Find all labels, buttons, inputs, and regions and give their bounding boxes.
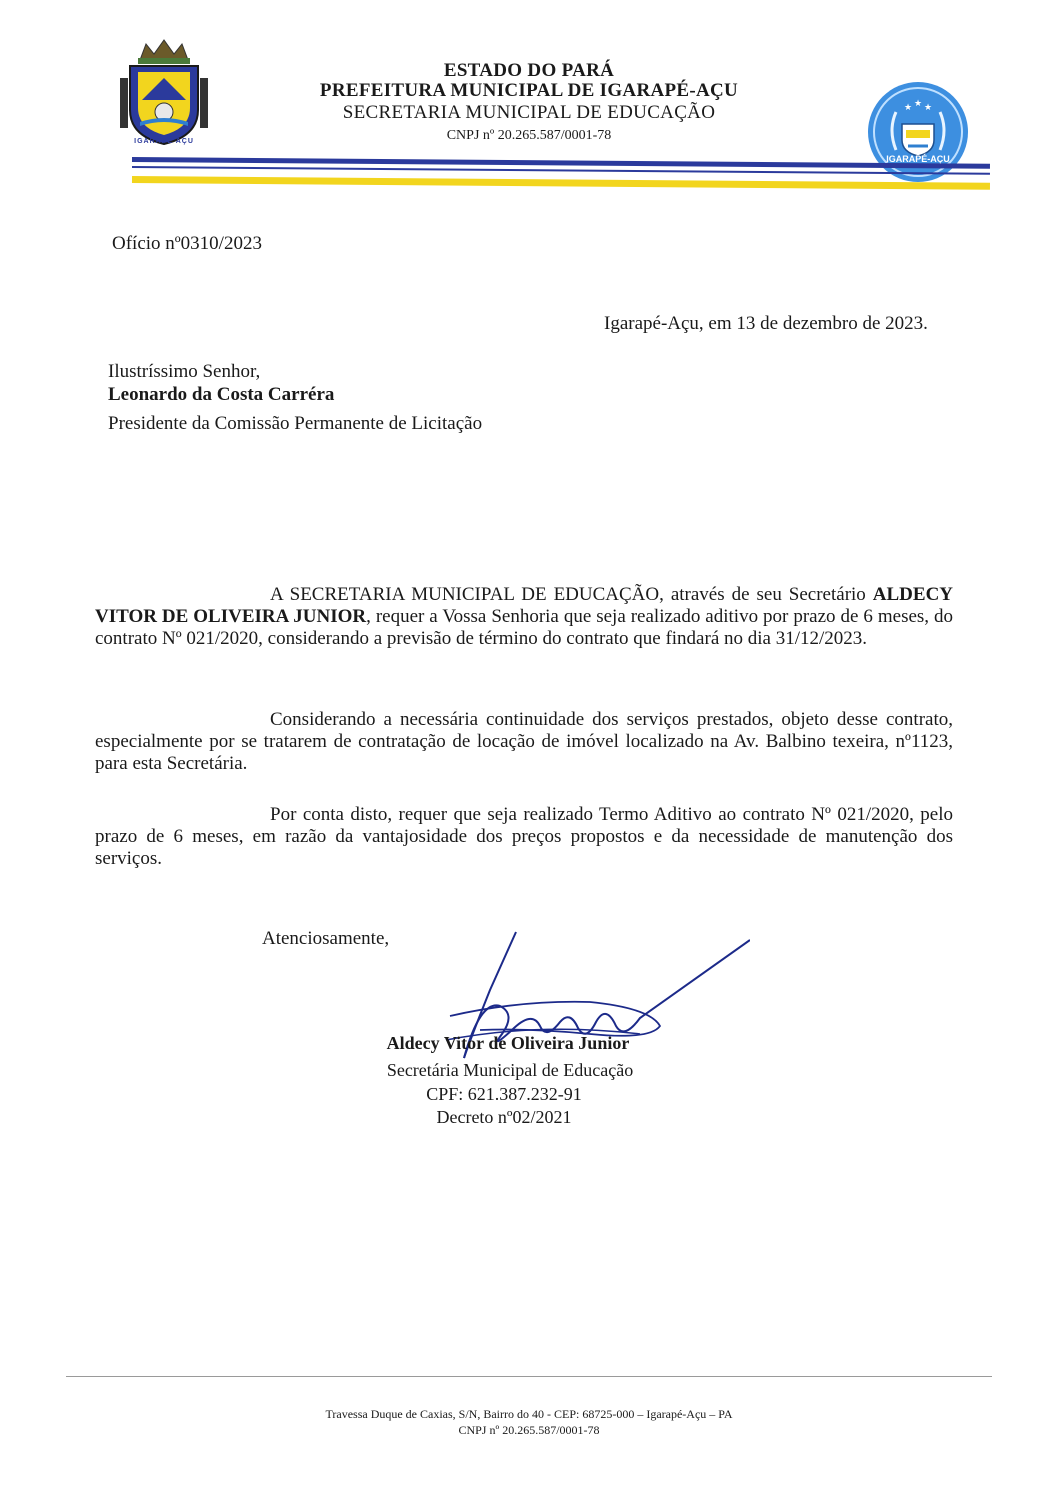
footer-cnpj: CNPJ nº 20.265.587/0001-78 [458,1423,600,1437]
svg-text:★: ★ [904,102,913,112]
header-prefecture: PREFEITURA MUNICIPAL DE IGARAPÉ-AÇU [319,80,739,101]
recipient-title: Presidente da Comissão Permanente de Licitação [108,413,483,434]
secretary-name-inline: ALDECY VITOR DE OLIVEIRA JUNIOR [95,584,954,627]
svg-text:★: ★ [924,102,933,112]
letter-number: Ofício nº0310/2023 [112,233,262,254]
signatory-decree: Decreto nº02/2021 [436,1107,572,1127]
footer-divider [66,1376,992,1377]
footer-address: Travessa Duque de Caxias, S/N, Bairro do 40 - CEP: 68725-000 – Igarapé-Açu – PA [325,1407,733,1421]
svg-text:★: ★ [914,98,923,108]
salutation: Ilustríssimo Senhor, [108,361,261,382]
signatory-role: Secretária Municipal de Educação [386,1060,634,1080]
header-state: ESTADO DO PARÁ [443,60,615,81]
recipient-name: Leonardo da Costa Carréra [108,384,335,405]
signatory-name: Aldecy Vitor de Oliveira Junior [386,1033,630,1053]
header-cnpj: CNPJ nº 20.265.587/0001-78 [446,128,612,143]
paragraph-request-lead: A SECRETARIA MUNICIPAL DE EDUCAÇÃO, através de seu Secretário [270,584,866,605]
header-stripe-yellow [132,176,990,190]
coat-of-arms-banner: IGARAPÉ AÇU [134,138,194,145]
paragraph-amendment: Por conta disto, requer que seja realizado Termo Aditivo ao contrato Nº 021/2020, pelo prazo de 6 meses, em razão da vantajosidade dos preços propostos e da necessidade de manutenção dos serviços. [95,804,953,869]
seal-label: IGARAPÉ-AÇU [886,154,950,164]
paragraph-continuity: Considerando a necessária continuidade dos serviços prestados, objeto desse contrato, especialmente por se tratarem de contratação de locação de imóvel localizado na Av. Balbino texeira, nº1123, para esta Secretária. [95,709,953,774]
place-date: Igarapé-Açu, em 13 de dezembro de 2023. [604,313,928,334]
closing: Atenciosamente, [262,928,390,949]
paragraph-request-rest: , requer a Vossa Senhoria que seja realizado aditivo por prazo de 6 meses, do contrato Nº 021/2020, considerando a previsão de término do contrato que findará no dia 31/12/2023. [95,606,954,649]
paragraph-request [95,584,953,650]
signatory-cpf: CPF: 621.387.232-91 [426,1084,582,1104]
header-secretariat: SECRETARIA MUNICIPAL DE EDUCAÇÃO [342,102,716,123]
